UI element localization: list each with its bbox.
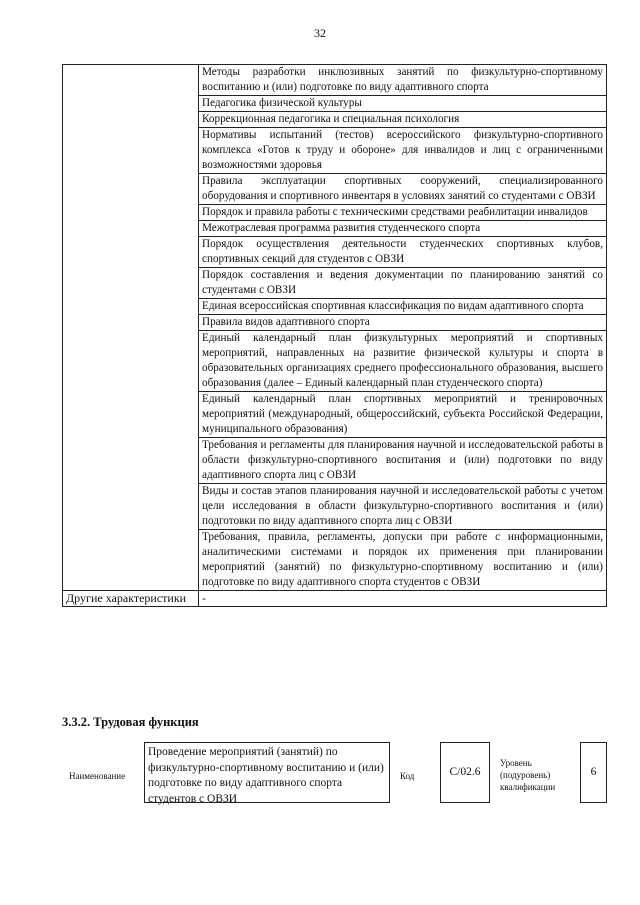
knowledge-item: Правила видов адаптивного спорта <box>199 315 607 331</box>
knowledge-item: Коррекционная педагогика и специальная психология <box>199 112 607 128</box>
knowledge-item: Виды и состав этапов планирования научной и исследовательской работы с учетом цели исследования в области физкультурно-спортивного воспитания и (или) подготовки по виду адаптивного спорта лиц с ОВЗИ <box>199 484 607 530</box>
function-name-box <box>144 742 390 803</box>
knowledge-item: Порядок осуществления деятельности студенческих спортивных клубов, спортивных секций для студентов с ОВЗИ <box>199 237 607 268</box>
other-characteristics-value: - <box>199 591 607 607</box>
knowledge-item: Нормативы испытаний (тестов) всероссийского физкультурно-спортивного комплекса «Готов к труду и обороне» для инвалидов и лиц с ограниченными возможностями здоровья <box>199 128 607 174</box>
knowledge-item: Требования и регламенты для планирования научной и исследовательской работы в области физкультурно-спортивного воспитания и (или) подготовки по виду адаптивного спорта лиц с ОВЗИ <box>199 438 607 484</box>
other-characteristics-label: Другие характеристики <box>63 591 199 607</box>
knowledge-item: Методы разработки инклюзивных занятий по физкультурно-спортивному воспитанию и (или) подготовке по виду адаптивного спорта <box>199 65 607 96</box>
knowledge-item: Требования, правила, регламенты, допуски при работе с информационными, аналитическими системами и порядок их применения при планировании мероприятий (занятий) по физкультурно-спортивному воспитанию и (или) подготовке по виду адаптивного спорта студентов с ОВЗИ <box>199 530 607 591</box>
other-characteristics-row <box>63 591 607 607</box>
knowledge-item: Единая всероссийская спортивная классификация по видам адаптивного спорта <box>199 299 607 315</box>
page-number: 32 <box>314 26 326 40</box>
knowledge-row <box>63 65 607 96</box>
section-heading: 3.3.2. Трудовая функция <box>62 715 199 729</box>
name-label: Наименование <box>69 771 126 781</box>
code-value: С/02.6 <box>449 765 481 778</box>
qualification-level-box <box>580 742 607 803</box>
qualification-level-label: Уровень (подуровень) квалификации <box>500 758 556 792</box>
knowledge-table-body <box>63 65 607 607</box>
code-box <box>440 742 490 803</box>
knowledge-item: Порядок и правила работы с техническими средствами реабилитации инвалидов <box>199 205 607 221</box>
knowledge-item: Единый календарный план спортивных мероприятий и тренировочных мероприятий (международный, общероссийский, субъекта Российской Федерации, муниципального образования) <box>199 392 607 438</box>
knowledge-item: Педагогика физической культуры <box>199 96 607 112</box>
knowledge-item: Правила эксплуатации спортивных сооружений, специализированного оборудования и спортивного инвентаря в условиях занятий со студентами с ОВЗИ <box>199 174 607 205</box>
required-knowledge-table <box>62 64 607 607</box>
knowledge-item: Межотраслевая программа развития студенческого спорта <box>199 221 607 237</box>
knowledge-item: Порядок составления и ведения документации по планированию занятий со студентами с ОВЗИ <box>199 268 607 299</box>
qualification-level-value: 6 <box>590 765 597 778</box>
knowledge-item: Единый календарный план физкультурных мероприятий и спортивных мероприятий, направленных на развитие физической культуры и спорта в образовательных организациях среднего профессионального образования, высшего образования (далее – Единый календарный план студенческого спорта) <box>199 331 607 392</box>
required-knowledge-label-cell <box>63 65 199 591</box>
function-name-value: Проведение мероприятий (занятий) по физкультурно-спортивному воспитанию и (или) подготовке по виду адаптивного спорта студентов с ОВЗИ <box>148 746 384 805</box>
code-label: Код <box>400 771 415 781</box>
